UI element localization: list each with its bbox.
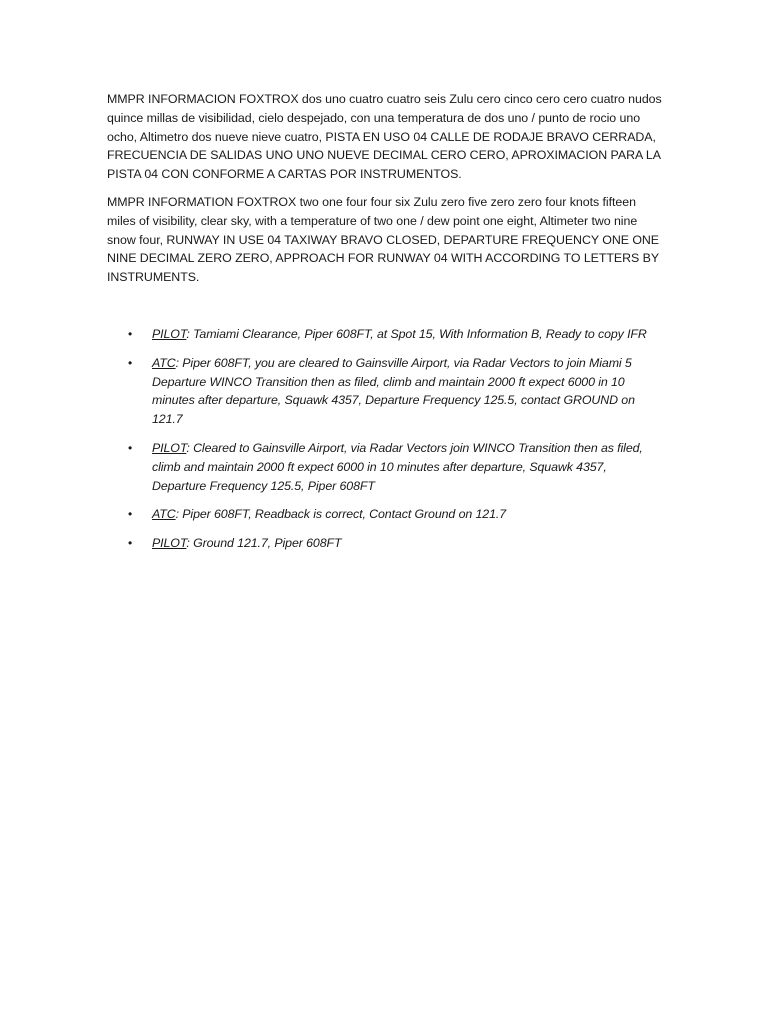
speaker-label: ATC <box>152 507 176 522</box>
bullet-icon: • <box>128 440 133 455</box>
document-body <box>107 90 663 563</box>
dialogue-item <box>107 439 663 495</box>
dialogue-item <box>107 505 663 524</box>
bullet-icon: • <box>128 536 133 551</box>
dialogue-text: : Piper 608FT, you are cleared to Gainsville Airport, via Radar Vectors to join Miami 5 Departure WINCO Transition then as filed, climb and maintain 2000 ft expect 6000 in 10 minutes after departure, Squawk 4357, Departure Frequency 125.5, contact GROUND on 121.7 <box>152 355 635 427</box>
bullet-icon: • <box>128 326 133 341</box>
clearance-dialogue-list <box>107 325 663 553</box>
speaker-label: PILOT <box>152 536 187 551</box>
dialogue-text: : Cleared to Gainsville Airport, via Radar Vectors join WINCO Transition then as filed, climb and maintain 2000 ft expect 6000 in 10 minutes after departure, Squawk 4357, Departure Frequency 125.5, Piper 608FT <box>152 440 643 493</box>
dialogue-text: : Ground 121.7, Piper 608FT <box>186 536 342 551</box>
bullet-icon: • <box>128 507 133 522</box>
speaker-label: ATC <box>152 355 176 370</box>
speaker-label: PILOT <box>152 326 187 341</box>
speaker-label: PILOT <box>152 440 187 455</box>
bullet-icon: • <box>128 355 133 370</box>
dialogue-item <box>107 354 663 429</box>
english-atis-paragraph: MMPR INFORMATION FOXTROX two one four four six Zulu zero five zero zero four knots fifteen miles of visibility, clear sky, with a temperature of two one / dew point one eight, Altimeter two nine snow four, RUNWAY IN USE 04 TAXIWAY BRAVO CLOSED, DEPARTURE FREQUENCY ONE ONE NINE DECIMAL ZERO ZERO, APPROACH FOR RUNWAY 04 WITH ACCORDING TO LETTERS BY INSTRUMENTS. <box>107 194 660 285</box>
dialogue-text: : Tamiami Clearance, Piper 608FT, at Spot 15, With Information B, Ready to copy IFR <box>186 326 647 341</box>
dialogue-item <box>107 534 663 553</box>
spanish-atis-paragraph: MMPR INFORMACION FOXTROX dos uno cuatro cuatro seis Zulu cero cinco cero cero cuatro nudos quince millas de visibilidad, cielo despejado, con una temperatura de dos uno / punto de rocio uno ocho, Altimetro dos nueve nieve cuatro, PISTA EN USO 04 CALLE DE RODAJE BRAVO CERRADA, FRECUENCIA DE SALIDAS UNO UNO NUEVE DECIMAL CERO CERO, APROXIMACION PARA LA PISTA 04 CON CONFORME A CARTAS POR INSTRUMENTOS. <box>107 92 662 182</box>
dialogue-text: : Piper 608FT, Readback is correct, Contact Ground on 121.7 <box>175 507 507 522</box>
dialogue-item <box>107 325 663 344</box>
